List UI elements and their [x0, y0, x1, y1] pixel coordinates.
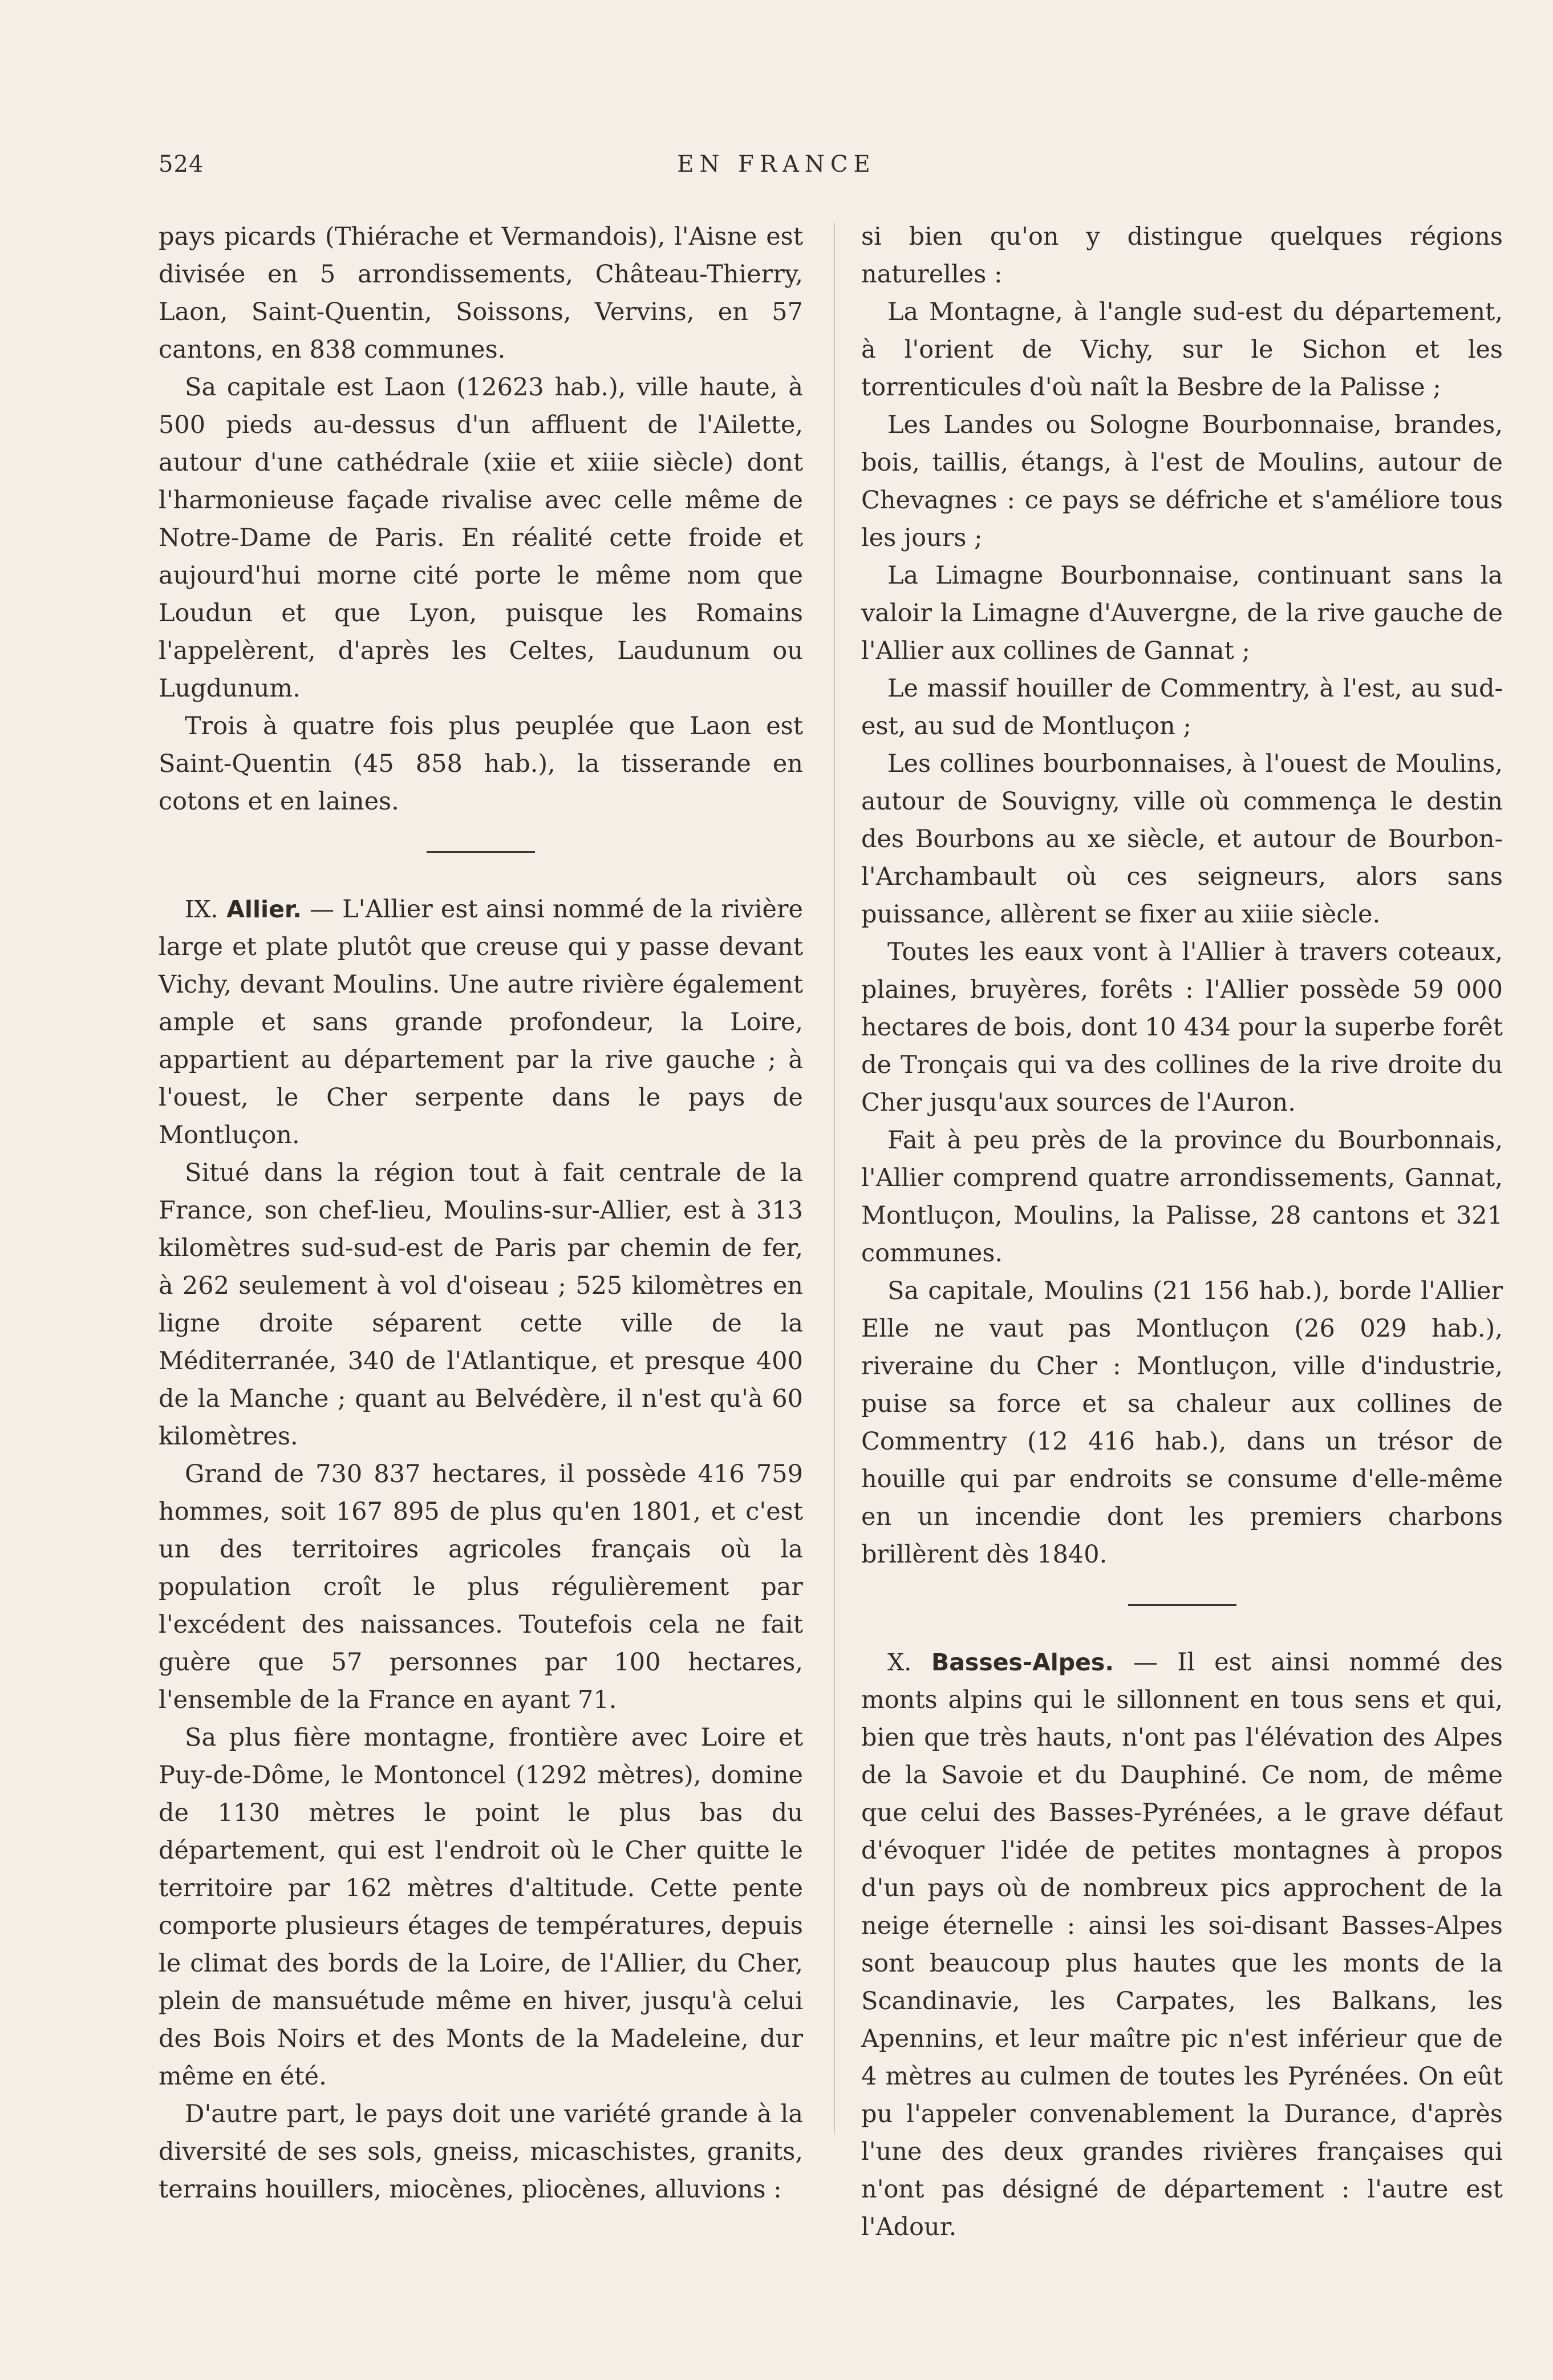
section-number: X.: [887, 1649, 912, 1676]
paragraph: Le massif houiller de Commentry, à l'est, au sud-est, au sud de Montluçon ;: [861, 674, 1503, 740]
section-intro: — L'Allier est ainsi nommé de la rivière large et plate plutôt que creuse qui y passe devant Vichy, devant Moulins. Une autre rivière également ample et sans grande profondeur, la Loire, appartient au département par la rive gauche ; à l'ouest, le Cher serpente dans le pays de Montluçon.: [159, 895, 803, 1149]
paragraph: Fait à peu près de la province du Bourbonnais, l'Allier comprend quatre arrondissements, Gannat, Montluçon, Moulins, la Palisse, 28 cantons et 321 communes.: [861, 1126, 1503, 1268]
section-heading: [185, 896, 302, 923]
section-divider: [427, 851, 535, 853]
section-title: Basses-Alpes.: [931, 1649, 1114, 1676]
paragraph: Trois à quatre fois plus peuplée que Laon est Saint-Quentin (45 858 hab.), la tisserande en cotons et en laines.: [159, 712, 803, 816]
section-divider: [1128, 1604, 1236, 1606]
section-title: Allier.: [226, 896, 302, 923]
column-divider: [834, 222, 835, 2134]
running-title: EN FRANCE: [677, 151, 876, 177]
paragraph: La Montagne, à l'angle sud-est du département, à l'orient de Vichy, sur le Sichon et les torrenticules d'où naît la Besbre de la Palisse ;: [861, 298, 1503, 402]
left-column: [159, 218, 803, 2208]
paragraph: Toutes les eaux vont à l'Allier à travers coteaux, plaines, bruyères, forêts : l'Allier possède 59 000 hectares de bois, dont 10 434 pour la superbe forêt de Tronçais qui va des collines de la rive droite du Cher jusqu'aux sources de l'Auron.: [861, 938, 1503, 1117]
paragraph: Les Landes ou Sologne Bourbonnaise, brandes, bois, taillis, étangs, à l'est de Moulins, autour de Chevagnes : ce pays se défriche et s'améliore tous les jours ;: [861, 411, 1503, 552]
section-basses-alpes: [861, 1644, 1503, 2246]
section-allier: [159, 891, 803, 1154]
paragraph: La Limagne Bourbonnaise, continuant sans la valoir la Limagne d'Auvergne, de la rive gauche de l'Allier aux collines de Gannat ;: [861, 561, 1503, 665]
paragraph: Situé dans la région tout à fait centrale de la France, son chef-lieu, Moulins-sur-Allier, est à 313 kilomètres sud-sud-est de Paris par chemin de fer, à 262 seulement à vol d'oiseau ; 525 kilomètres en ligne droite séparent cette ville de la Méditerranée, 340 de l'Atlantique, et presque 400 de la Manche ; quant au Belvédère, il n'est qu'à 60 kilomètres.: [159, 1159, 803, 1451]
section-intro: — Il est ainsi nommé des monts alpins qui le sillonnent en tous sens et qui, bien que très hauts, n'ont pas l'élévation des Alpes de la Savoie et du Dauphiné. Ce nom, de même que celui des Basses-Pyrénées, a le grave défaut d'évoquer l'idée de petites montagnes à propos d'un pays où de nombreux pics approchent de la neige éternelle : ainsi les soi-disant Basses-Alpes sont beaucoup plus hautes que les monts de la Scandinavie, les Carpates, les Balkans, les Apennins, et leur maître pic n'est inférieur que de 4 mètres au culmen de toutes les Pyrénées. On eût pu l'appeler convenablement la Durance, d'après l'une des deux grandes rivières françaises qui n'ont pas désigné de département : l'autre est l'Adour.: [861, 1648, 1503, 2241]
section-number: IX.: [185, 896, 218, 923]
paragraph: Les collines bourbonnaises, à l'ouest de Moulins, autour de Souvigny, ville où commença le destin des Bourbons au xe siècle, et autour de Bourbon-l'Archambault où ces seigneurs, alors sans puissance, allèrent se fixer au xiiie siècle.: [861, 750, 1503, 929]
page-header: [0, 151, 1553, 191]
paragraph: Sa capitale est Laon (12623 hab.), ville haute, à 500 pieds au-dessus d'un affluent de l'Ailette, autour d'une cathédrale (xiie et xiiie siècle) dont l'harmonieuse façade rivalise avec celle même de Notre-Dame de Paris. En réalité cette froide et aujourd'hui morne cité porte le même nom que Loudun et que Lyon, puisque les Romains l'appelèrent, d'après les Celtes, Laudunum ou Lugdunum.: [159, 373, 803, 703]
paragraph: Sa capitale, Moulins (21 156 hab.), borde l'Allier Elle ne vaut pas Montluçon (26 029 hab.), riveraine du Cher : Montluçon, ville d'industrie, puise sa force et sa chaleur aux collines de Commentry (12 416 hab.), dans un trésor de houille qui par endroits se consume d'elle-même en un incendie dont les premiers charbons brillèrent dès 1840.: [861, 1277, 1503, 1569]
paragraph: si bien qu'on y distingue quelques régions naturelles :: [861, 222, 1503, 289]
page-number: 524: [159, 151, 204, 177]
paragraph: Grand de 730 837 hectares, il possède 416 759 hommes, soit 167 895 de plus qu'en 1801, et c'est un des territoires agricoles français où la population croît le plus régulièrement par l'excédent des naissances. Toutefois cela ne fait guère que 57 personnes par 100 hectares, l'ensemble de la France en ayant 71.: [159, 1460, 803, 1714]
paragraph: pays picards (Thiérache et Vermandois), l'Aisne est divisée en 5 arrondissements, Château-Thierry, Laon, Saint-Quentin, Soissons, Vervins, en 57 cantons, en 838 communes.: [159, 222, 803, 364]
section-heading: [887, 1649, 1114, 1676]
paragraph: D'autre part, le pays doit une variété grande à la diversité de ses sols, gneiss, micaschistes, granits, terrains houillers, miocènes, pliocènes, alluvions :: [159, 2100, 803, 2204]
right-column: [861, 218, 1503, 2246]
paragraph: Sa plus fière montagne, frontière avec Loire et Puy-de-Dôme, le Montoncel (1292 mètres), domine de 1130 mètres le point le plus bas du département, qui est l'endroit où le Cher quitte le territoire par 162 mètres d'altitude. Cette pente comporte plusieurs étages de températures, depuis le climat des bords de la Loire, de l'Allier, du Cher, plein de mansuétude même en hiver, jusqu'à celui des Bois Noirs et des Monts de la Madeleine, dur même en été.: [159, 1723, 803, 2091]
